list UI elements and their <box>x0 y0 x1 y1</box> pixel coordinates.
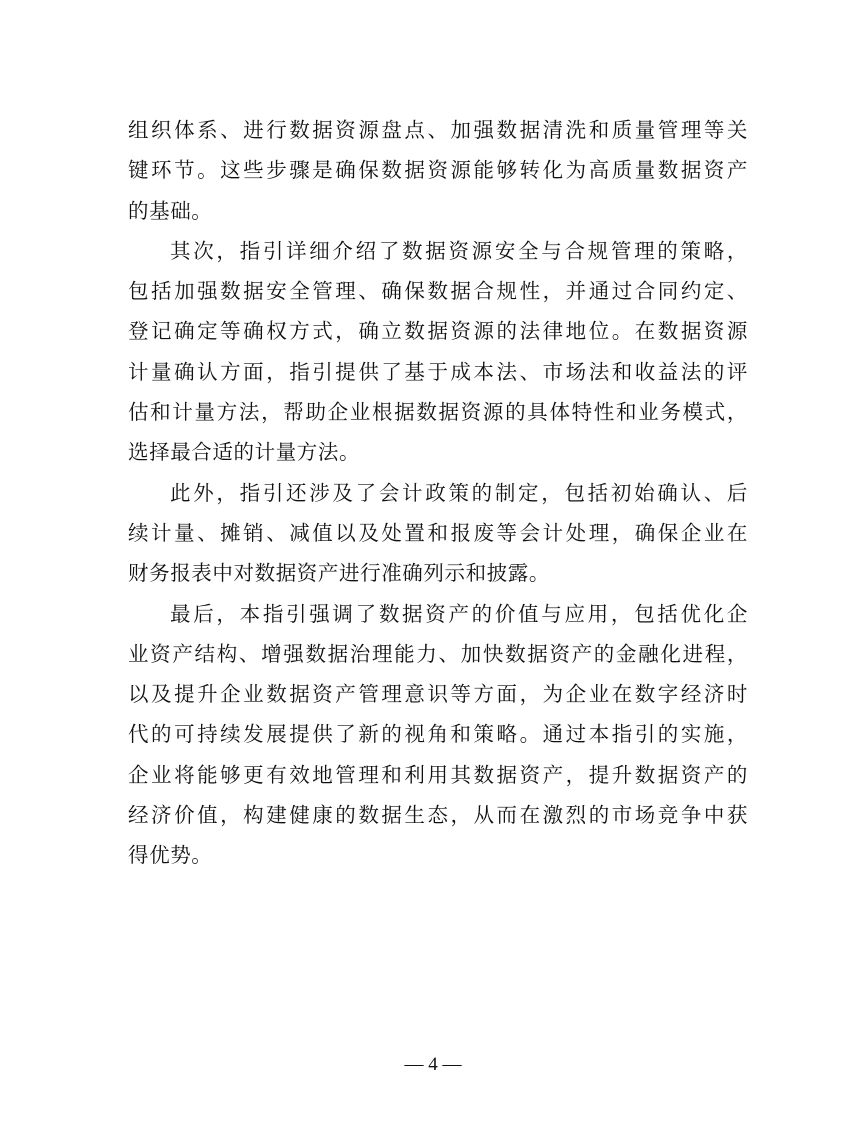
page-number: — 4 — <box>404 1054 462 1075</box>
text-line: 财务报表中对数据资产进行准确列示和披露。 <box>128 561 550 586</box>
text-line: 其次，指引详细介绍了数据资源安全与合规管理的策略， <box>170 238 748 263</box>
text-line: 选择最合适的计量方法。 <box>128 440 361 465</box>
text-line: 业资产结构、增强数据治理能力、加快数据资产的金融化进程， <box>128 641 748 666</box>
text-line: 代的可持续发展提供了新的视角和策略。通过本指引的实施， <box>128 722 748 747</box>
text-line: 企业将能够更有效地管理和利用其数据资产，提升数据资产的 <box>128 762 748 787</box>
text-line: 键环节。这些步骤是确保数据资源能够转化为高质量数据资产 <box>128 158 748 183</box>
text-line: 续计量、摊销、减值以及处置和报废等会计处理，确保企业在 <box>128 520 748 545</box>
text-line: 此外，指引还涉及了会计政策的制定，包括初始确认、后 <box>170 480 748 505</box>
text-line: 估和计量方法，帮助企业根据数据资源的具体特性和业务模式， <box>128 400 748 425</box>
text-line: 组织体系、进行数据资源盘点、加强数据清洗和质量管理等关 <box>128 118 748 142</box>
text-line: 经济价值，构建健康的数据生态，从而在激烈的市场竞争中获 <box>128 803 748 828</box>
text-line: 计量确认方面，指引提供了基于成本法、市场法和收益法的评 <box>128 359 748 384</box>
text-line: 登记确定等确权方式，确立数据资源的法律地位。在数据资源 <box>128 319 748 344</box>
body-text <box>128 110 748 876</box>
text-line: 最后，本指引强调了数据资产的价值与应用，包括优化企 <box>170 601 748 626</box>
text-line: 得优势。 <box>128 843 213 868</box>
text-line: 的基础。 <box>128 198 213 223</box>
text-line: 包括加强数据安全管理、确保数据合规性，并通过合同约定、 <box>128 279 748 304</box>
text-line: 以及提升企业数据资产管理意识等方面，为企业在数字经济时 <box>128 682 748 707</box>
